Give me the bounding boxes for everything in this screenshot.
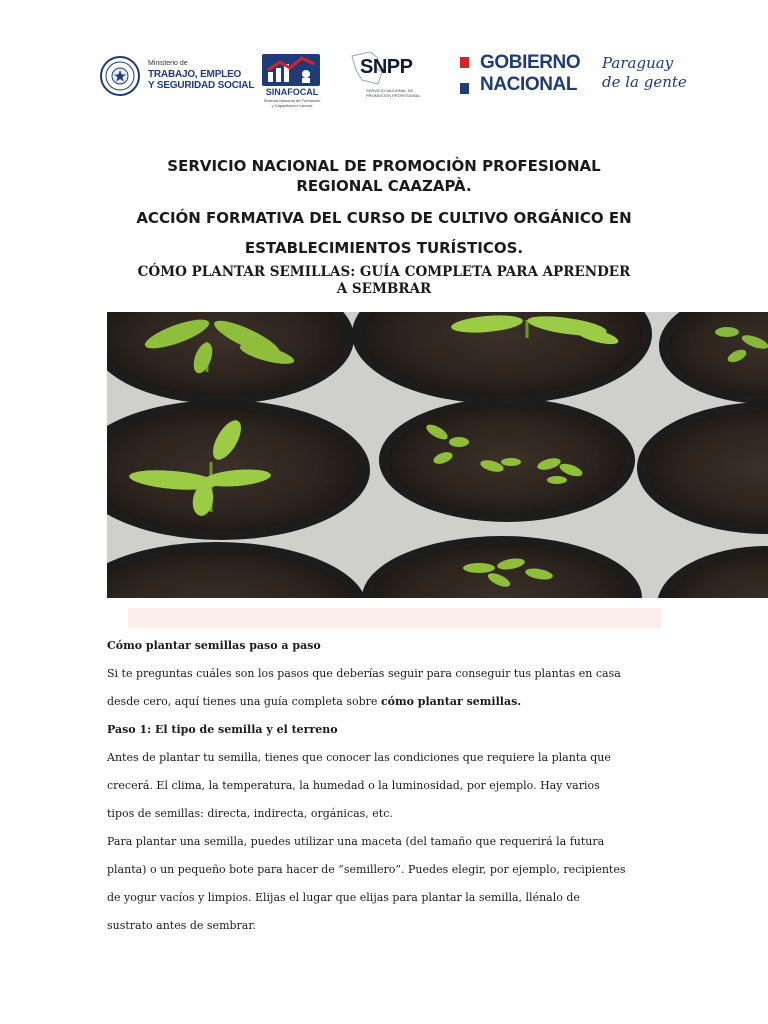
conditions-line-1: Antes de plantar tu semilla, tienes que conocer las condiciones que requiere la planta que: [107, 751, 611, 764]
course-line-2: ESTABLECIMIENTOS TURÍSTICOS.: [244, 239, 524, 257]
growth-chart-icon: [262, 54, 320, 86]
intro-line-2: desde cero, aquí tienes una guía completa sobre: [107, 695, 381, 708]
sinafocal-emblem: [262, 54, 320, 86]
paragraph-seed-conditions: [107, 744, 661, 828]
snpp-logo: [348, 50, 440, 106]
containers-line-3: de yogur vacíos y limpios. Elijas el lugar que elijas para plantar la semilla, llénalo de: [107, 891, 580, 904]
national-seal-icon: [100, 56, 140, 96]
subheading-paso-1: Paso 1: El tipo de semilla y el terreno: [107, 723, 338, 736]
ministerio-trabajo-logo: [100, 56, 260, 100]
article-body: [107, 632, 661, 940]
sinafocal-name: SINAFOCAL: [265, 87, 319, 97]
containers-line-2: planta) o un pequeño bote para hacer de “semillero”. Puedes elegir, por ejemplo, recipientes: [107, 863, 626, 876]
course-line-1: ACCIÓN FORMATIVA DEL CURSO DE CULTIVO ORGÁNICO EN: [136, 209, 632, 227]
title-line-2: A SEMBRAR: [336, 281, 432, 297]
paragraph-intro: [107, 660, 661, 716]
ministerio-label: Ministerio de: [148, 60, 188, 67]
title-line-1: CÓMO PLANTAR SEMILLAS: GUÍA COMPLETA PARA APRENDER: [137, 264, 631, 280]
ministerio-name: TRABAJO, EMPLEO Y SEGURIDAD SOCIAL: [148, 69, 255, 91]
organization-region: REGIONAL CAAZAPÀ.: [296, 177, 472, 195]
conditions-line-2: crecerá. El clima, la temperatura, la humedad o la luminosidad, por ejemplo. Hay varios: [107, 779, 600, 792]
subheading-paso-a-paso: Cómo plantar semillas paso a paso: [107, 639, 321, 652]
flag-blue-square: [460, 83, 469, 94]
paraguay-slogan: Paraguay de la gente: [602, 54, 687, 91]
containers-line-1: Para plantar una semilla, puedes utilizar una maceta (del tamaño que requerirá la futura: [107, 835, 605, 848]
organization-name: SERVICIO NACIONAL DE PROMOCIÒN PROFESIONAL: [167, 157, 601, 175]
seedling-pots-illustration: [107, 312, 768, 598]
image-caption-strip: [128, 608, 661, 628]
flag-red-square: [460, 57, 469, 68]
intro-line-1: Si te preguntas cuáles son los pasos que deberías seguir para conseguir tus plantas en casa: [107, 667, 621, 680]
conditions-line-3: tipos de semillas: directa, indirecta, orgánicas, etc.: [107, 807, 393, 820]
containers-line-4: sustrato antes de sembrar.: [107, 919, 256, 932]
course-heading: [100, 203, 668, 263]
gobierno-nacional-text: GOBIERNO NACIONAL: [480, 52, 581, 95]
sinafocal-logo: [260, 54, 324, 110]
paraguay-de-la-gente-logo: [602, 54, 692, 100]
snpp-subtitle: SERVICIO NACIONAL DE PROMOCIÓN PROFESIONAL: [366, 88, 421, 98]
sinafocal-subtitle: Sistema Nacional de Formación y Capacitación Laboral: [263, 98, 321, 108]
seedling-pots-photo: [107, 312, 768, 598]
organization-heading: [100, 156, 668, 196]
paragraph-containers: [107, 828, 661, 940]
intro-bold-phrase: cómo plantar semillas.: [380, 695, 522, 708]
snpp-name: SNPP: [360, 56, 413, 78]
gobierno-nacional-logo: [460, 54, 590, 100]
document-title: [100, 264, 668, 298]
logo-bar: [100, 48, 690, 108]
